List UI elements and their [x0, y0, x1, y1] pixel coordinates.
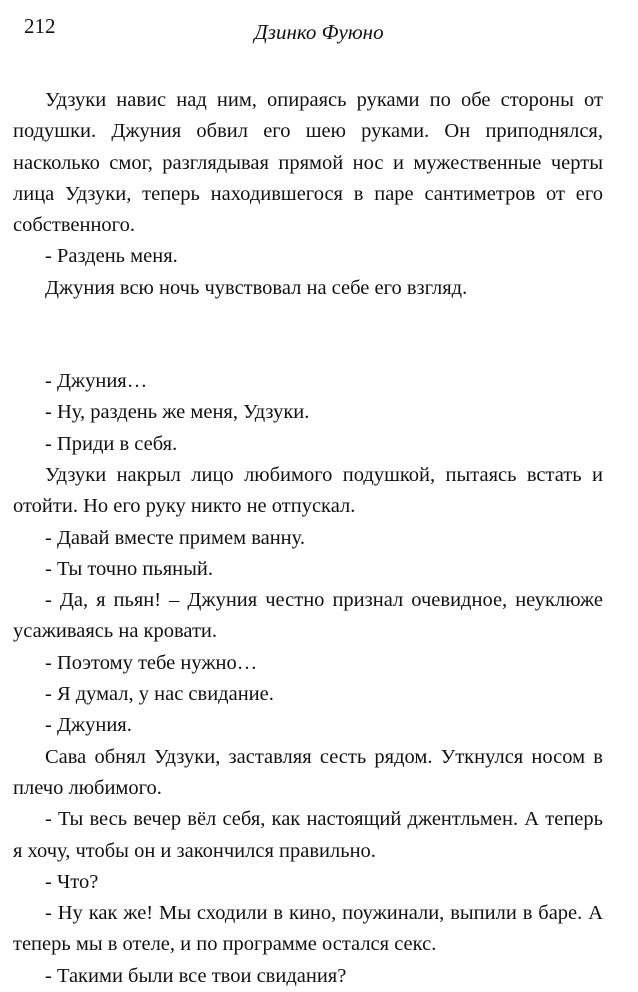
scene-break: [13, 304, 603, 366]
paragraph: Удзуки накрыл лицо любимого подушкой, пытаясь встать и отойти. Но его руку никто не отпускал.: [13, 463, 603, 518]
paragraph: - Давай вместе примем ванну.: [45, 526, 305, 549]
paragraph: - Ты точно пьяный.: [45, 557, 214, 580]
paragraph: - Приди в себя.: [45, 432, 178, 455]
page-body: [13, 85, 603, 992]
paragraph: - Да, я пьян! – Джуния честно признал очевидное, неуклюже усаживаясь на кровати.: [13, 589, 603, 643]
paragraph: - Ну, раздень же меня, Удзуки.: [45, 401, 310, 424]
paragraph: - Такими были все твои свидания?: [45, 964, 347, 987]
paragraph: - Ты весь вечер вёл себя, как настоящий джентльмен. А теперь я хочу, чтобы он и закончился правильно.: [13, 808, 603, 862]
paragraph: - Поэтому тебе нужно…: [45, 651, 258, 674]
paragraph: - Раздень меня.: [45, 245, 178, 268]
paragraph: Удзуки навис над ним, опираясь руками по обе стороны от подушки. Джуния обвил его шею руками. Он приподнялся, насколько смог, разглядывая прямой нос и мужественные черты лица Удзуки, теперь находившегося в паре сантиметров от его собственного.: [13, 89, 603, 237]
paragraph: - Что?: [45, 870, 99, 893]
paragraph: - Джуния.: [45, 714, 132, 737]
paragraph: Джуния всю ночь чувствовал на себе его взгляд.: [45, 276, 468, 299]
paragraph: - Я думал, у нас свидание.: [45, 683, 274, 706]
paragraph: - Джуния…: [45, 370, 148, 393]
paragraph: - Ну как же! Мы сходили в кино, поужинали, выпили в баре. А теперь мы в отеле, и по программе остался секс.: [13, 902, 603, 956]
running-head-author: Дзинко Фуюно: [254, 20, 384, 44]
paragraph: Сава обнял Удзуки, заставляя сесть рядом. Уткнулся носом в плечо любимого.: [13, 745, 603, 799]
page-number: 212: [24, 14, 56, 38]
